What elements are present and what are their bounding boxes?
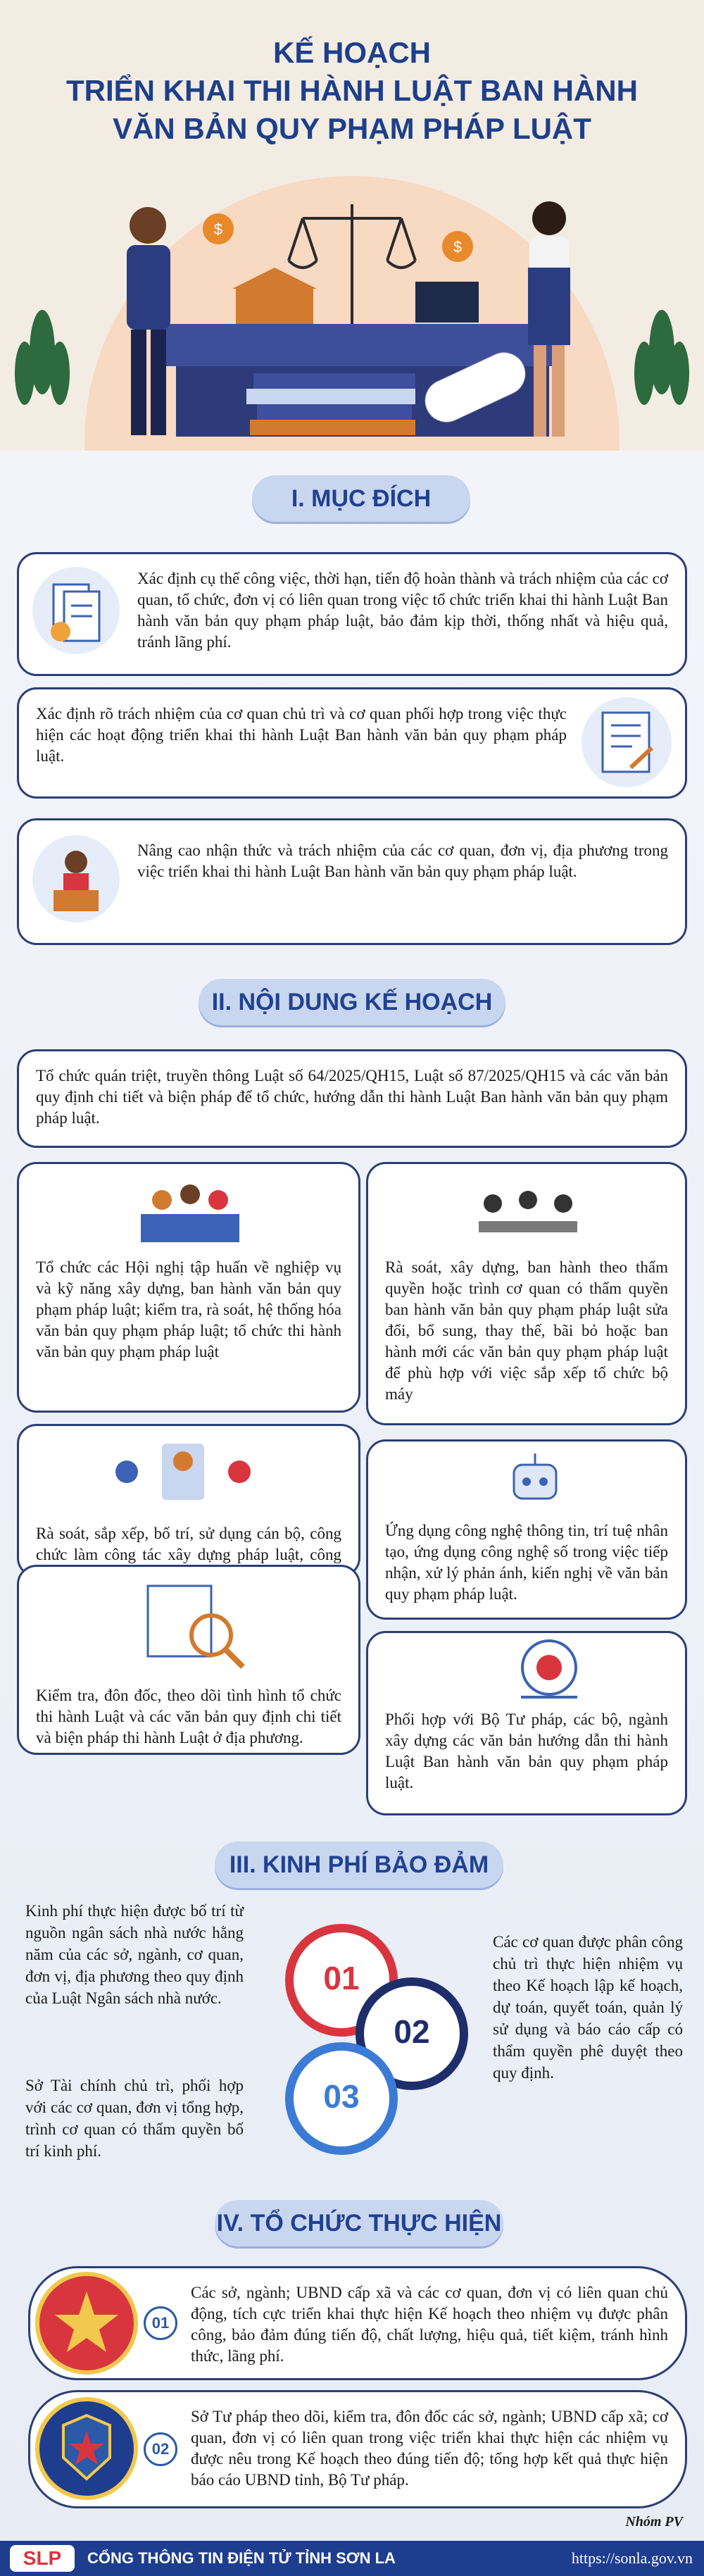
implementation-item-1-text: Các sở, ngành; UBND cấp xã và các cơ quan, đơn vị có liên quan chủ động, tích cực triển khai thực hiện Kế hoạch theo nhiệm vụ được phân công, bảo đảm đúng tiến độ, chất lượng, hiệu quả, tiết kiệm, tránh hình thức, lãng phí.: [191, 2284, 668, 2365]
purpose-item-1-text: Xác định cụ thể công việc, thời hạn, tiến độ hoàn thành và trách nhiệm của các cơ quan, tổ chức, đơn vị có liên quan trong việc tổ chức triển khai thi hành Luật Ban hành văn bản quy phạm pháp luật, bảo đảm kịp thời, thống nhất và hiệu quả, tránh lãng phí.: [137, 570, 668, 651]
section-3-heading: III. KINH PHÍ BẢO ĐẢM: [215, 1842, 503, 1888]
funding-number-01: 01: [323, 1960, 360, 1996]
plant-left-icon: [15, 310, 70, 405]
portal-url-link[interactable]: https://sonla.gov.vn: [571, 2549, 693, 2567]
section-1-heading: I. MỤC ĐÍCH: [252, 475, 470, 522]
documents-icon: [32, 567, 120, 654]
coin-icon-left: [203, 213, 234, 244]
inspection-icon: [120, 1572, 260, 1670]
plan-intro-text: Tổ chức quán triệt, truyền thông Luật số 64/2025/QH15, Luật số 87/2025/QH15 và các văn bản quy định chi tiết và biện pháp để tổ chức, hướng dẫn thi hành Luật Ban hành văn bản quy phạm pháp luật.: [36, 1067, 668, 1127]
national-emblem-icon: [35, 2272, 138, 2375]
collaboration-icon: [507, 1634, 591, 1704]
footer-bar: [0, 2541, 704, 2576]
funding-number-02: 02: [394, 2013, 430, 2050]
page-title: [0, 34, 704, 148]
training-team-icon: [134, 1172, 246, 1249]
purpose-item-2-text: Xác định rõ trách nhiệm của cơ quan chủ trì và cơ quan phối hợp trong việc thực hiện các hoạt động triển khai thi hành Luật Ban hành văn bản quy phạm pháp luật.: [36, 705, 567, 765]
funding-text-02: Các cơ quan được phân công chủ trì thực hiện nhiệm vụ theo Kế hoạch lập kế hoạch, dự toán, quyết toán, quản lý sử dụng và báo cáo cấp có thẩm quyền phê duyệt theo quy định.: [493, 1933, 683, 2082]
plan-intro: [17, 1049, 687, 1148]
plan-card-3-text: Rà soát, sắp xếp, bố trí, sử dụng cán bộ, công chức làm công tác xây dựng pháp luật, công: [36, 1525, 341, 1563]
section-2-heading: II. NỘI DUNG KẾ HOẠCH: [199, 979, 505, 1025]
plan-card-6-text: Phối hợp với Bộ Tư pháp, các bộ, ngành xây dựng các văn bản hướng dẫn thi hành Luật Ban hành văn bản quy phạm pháp luật.: [385, 1711, 668, 1792]
plan-card-5-text: Kiểm tra, đôn đốc, theo dõi tình hình tổ chức thi hành Luật và các văn bản quy định chi tiết và biện pháp thi hành Luật ở địa phương.: [36, 1687, 341, 1746]
man-figure-icon: [127, 207, 170, 435]
portal-name: CỔNG THÔNG TIN ĐIỆN TỬ TỈNH SƠN LA: [87, 2549, 396, 2567]
portal-logo: SLP: [10, 2545, 75, 2572]
purpose-item-3-text: Nâng cao nhận thức và trách nhiệm của các cơ quan, đơn vị, địa phương trong việc triển khai thi hành Luật Ban hành văn bản quy phạm pháp luật.: [137, 842, 668, 880]
section-4-heading: IV. TỔ CHỨC THỰC HIỆN: [215, 2200, 503, 2246]
contract-icon: [582, 697, 672, 787]
plan-card-1-text: Tổ chức các Hội nghị tập huấn về nghiệp vụ và kỹ năng xây dựng, ban hành văn bản quy phạm pháp luật; kiểm tra, rà soát, hệ thống hóa văn bản quy phạm pháp luật; tổ chức thi hành văn bản quy phạm pháp luật: [36, 1258, 341, 1361]
implementation-number-01: 01: [144, 2306, 177, 2340]
svg-text:$: $: [213, 220, 223, 238]
hero-illustration: [0, 162, 704, 451]
svg-text:$: $: [453, 238, 463, 256]
coin-icon-right: [442, 231, 473, 262]
hr-profiles-icon: [106, 1430, 260, 1514]
meeting-icon: [465, 1172, 591, 1249]
plan-card-2-text: Rà soát, xây dựng, ban hành theo thẩm quyền hoặc trình cơ quan có thẩm quyền ban hành văn bản quy phạm pháp luật sửa đổi, bổ sung, thay thế, bãi bỏ hoặc ban hành mới các văn bản quy phạm pháp luật để phù hợp với việc sắp xếp tổ chức bộ máy: [385, 1258, 668, 1403]
implementation-number-02: 02: [144, 2432, 177, 2466]
funding-number-03: 03: [323, 2078, 360, 2115]
laptop-icon: [415, 282, 479, 323]
courthouse-icon: [232, 268, 317, 324]
funding-text-03: Sở Tài chính chủ trì, phối hợp với các cơ quan, đơn vị tổng hợp, trình cơ quan có thẩm quyền bố trí kinh phí.: [25, 2077, 244, 2160]
justice-emblem-icon: [35, 2397, 138, 2500]
speaker-podium-icon: [32, 835, 120, 923]
implementation-item-2-text: Sở Tư pháp theo dõi, kiểm tra, đôn đốc các sở, ngành; UBND cấp xã; cơ quan, đơn vị có liên quan trong việc triển khai thực hiện các nhiệm vụ được nêu trong Kế hoạch theo đúng tiến độ; tổng hợp kết quả thực hiện báo cáo UBND tỉnh, Bộ Tư pháp.: [191, 2408, 668, 2489]
title-line-2: TRIỂN KHAI THI HÀNH LUẬT BAN HÀNH: [66, 74, 638, 107]
plan-card-4-text: Ứng dụng công nghệ thông tin, trí tuệ nhân tạo, ứng dụng công nghệ số trong việc tiếp nhận, xử lý phản ánh, kiến nghị về văn bản quy phạm pháp luật.: [385, 1522, 668, 1603]
funding-text-01: Kinh phí thực hiện được bố trí từ nguồn ngân sách nhà nước hằng năm của các sở, ngành, cơ quan, đơn vị, địa phương theo quy định của Luật Ngân sách nhà nước.: [25, 1902, 244, 2007]
plant-right-icon: [634, 310, 689, 405]
hero-banner: [0, 0, 704, 451]
ai-robot-icon: [493, 1444, 577, 1514]
author-credit: Nhóm PV: [625, 2514, 683, 2530]
books-icon: [246, 373, 415, 435]
title-line-1: KẾ HOẠCH: [272, 36, 431, 69]
title-line-3: VĂN BẢN QUY PHẠM PHÁP LUẬT: [113, 112, 591, 145]
